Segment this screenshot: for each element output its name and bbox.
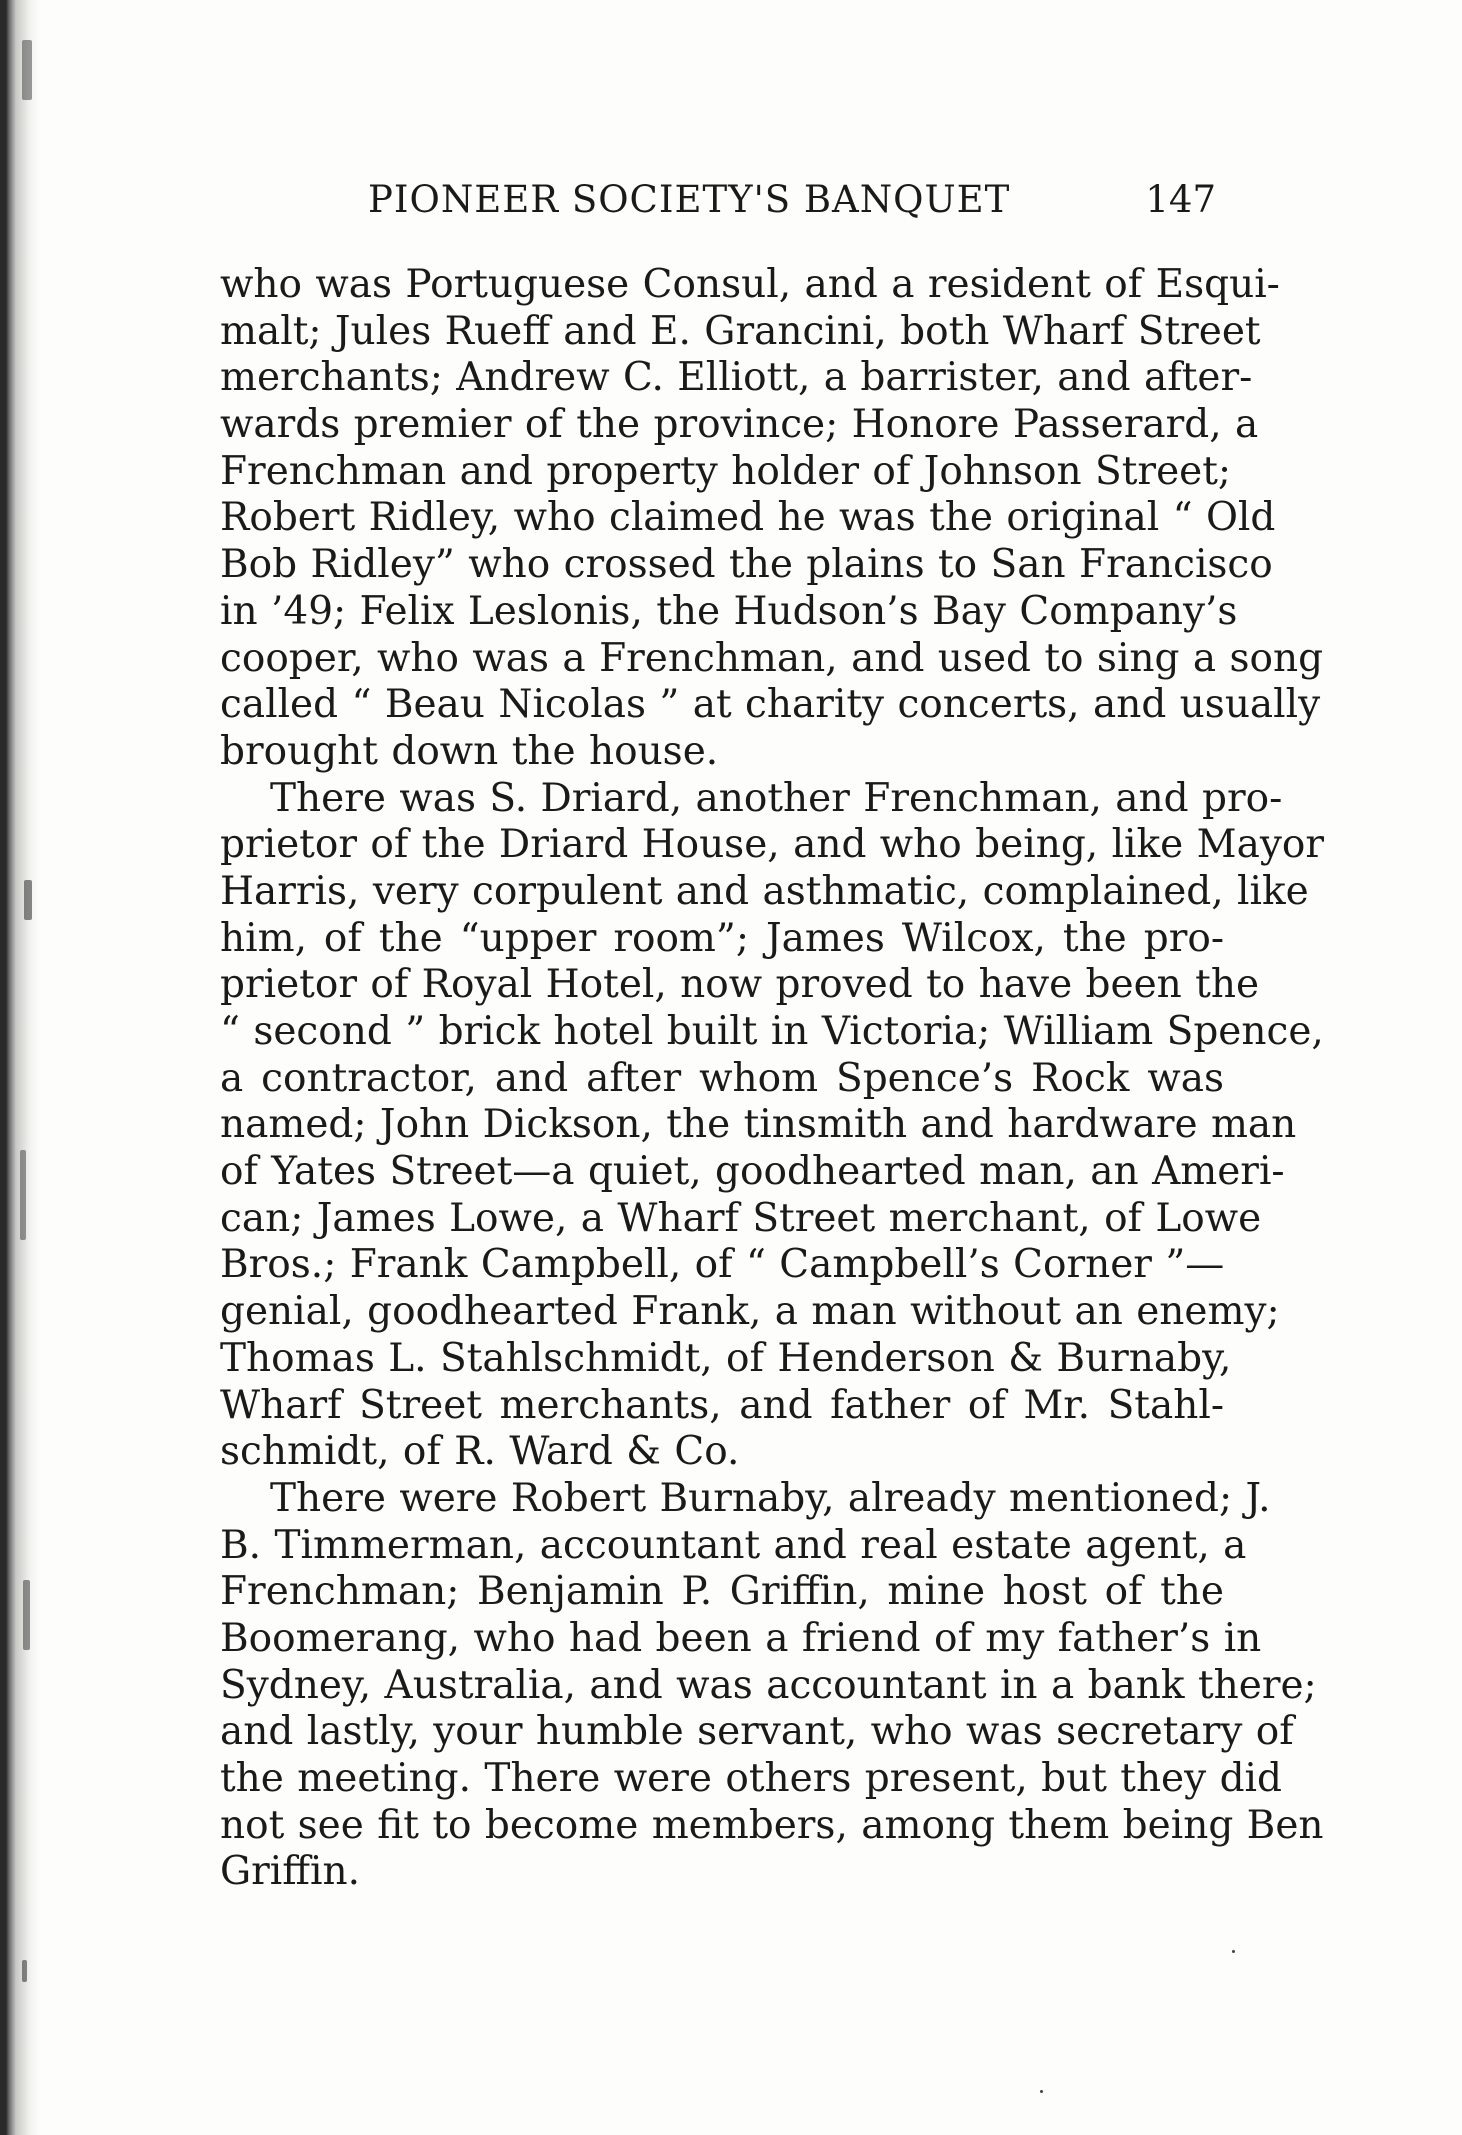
text-line: who was Portuguese Consul, and a resident of Esqui- <box>220 262 1280 307</box>
text-line: the meeting. There were others present, but they did <box>220 1756 1282 1801</box>
text-line: prietor of the Driard House, and who being, like Mayor <box>220 822 1324 868</box>
text-line: cooper, who was a Frenchman, and used to sing a song <box>220 635 1324 681</box>
text-line: not see fit to become members, among them being Ben <box>220 1802 1324 1848</box>
scan-mark <box>23 1580 30 1650</box>
text-line: and lastly, your humble servant, who was secretary of <box>220 1709 1294 1755</box>
text-line: Robert Ridley, who claimed he was the original “ Old <box>220 495 1276 541</box>
text-line: Griffin. <box>220 1849 360 1895</box>
text-line: genial, goodhearted Frank, a man without an enemy; <box>220 1289 1280 1335</box>
text-line: Wharf Street merchants, and father of Mr. Stahl- <box>220 1382 1224 1428</box>
paragraph <box>220 262 1324 776</box>
text-line: can; James Lowe, a Wharf Street merchant, of Lowe <box>220 1195 1262 1241</box>
text-line: prietor of Royal Hotel, now proved to have been the <box>220 962 1260 1008</box>
text-line: brought down the house. <box>220 728 719 774</box>
running-title: PIONEER SOCIETY'S BANQUET <box>368 178 1011 221</box>
text-line: called “ Beau Nicolas ” at charity concerts, and usually <box>220 682 1321 728</box>
scan-mark <box>22 1960 27 1982</box>
page-number: 147 <box>1145 178 1216 221</box>
text-line: Sydney, Australia, and was accountant in a bank there; <box>220 1662 1317 1708</box>
scan-mark <box>20 1150 26 1240</box>
scan-mark <box>22 40 32 100</box>
text-line: B. Timmerman, accountant and real estate agent, a <box>220 1522 1247 1568</box>
text-line: in ’49; Felix Leslonis, the Hudson’s Bay Company’s <box>220 588 1238 634</box>
scan-binding-edge <box>0 0 40 2135</box>
text-line: malt; Jules Rueff and E. Grancini, both Wharf Street <box>220 308 1261 354</box>
scan-speck <box>1232 1950 1235 1953</box>
text-line: Bros.; Frank Campbell, of “ Campbell’s Corner ”— <box>220 1242 1225 1288</box>
text-line: merchants; Andrew C. Elliott, a barrister, and after- <box>220 355 1253 401</box>
text-line: Frenchman and property holder of Johnson Street; <box>220 448 1232 494</box>
text-line: named; John Dickson, the tinsmith and hardware man <box>220 1102 1297 1148</box>
text-line: Harris, very corpulent and asthmatic, complained, like <box>220 868 1309 914</box>
text-line: Bob Ridley” who crossed the plains to San Francisco <box>220 542 1273 588</box>
text-line: Frenchman; Benjamin P. Griffin, mine host of the <box>220 1569 1224 1615</box>
scan-mark <box>24 880 32 920</box>
text-line: wards premier of the province; Honore Passerard, a <box>220 402 1259 448</box>
scan-speck <box>1040 2090 1043 2093</box>
text-line: him, of the “upper room”; James Wilcox, the pro- <box>220 915 1224 961</box>
text-line: There was S. Driard, another Frenchman, and pro- <box>270 775 1283 821</box>
running-head <box>220 178 1224 226</box>
text-line: of Yates Street—a quiet, goodhearted man, an Ameri- <box>220 1149 1285 1195</box>
text-line: schmidt, of R. Ward & Co. <box>220 1429 740 1475</box>
text-line: There were Robert Burnaby, already mentioned; J. <box>270 1475 1271 1521</box>
text-line: Thomas L. Stahlschmidt, of Henderson & Burnaby, <box>220 1335 1232 1381</box>
paragraph <box>220 775 1324 1476</box>
text-line: “ second ” brick hotel built in Victoria; William Spence, <box>220 1009 1324 1054</box>
paragraph <box>220 1475 1324 1896</box>
text-line: a contractor, and after whom Spence’s Rock was <box>220 1055 1224 1101</box>
text-line: Boomerang, who had been a friend of my father’s in <box>220 1615 1262 1661</box>
body-text <box>220 262 1324 1896</box>
